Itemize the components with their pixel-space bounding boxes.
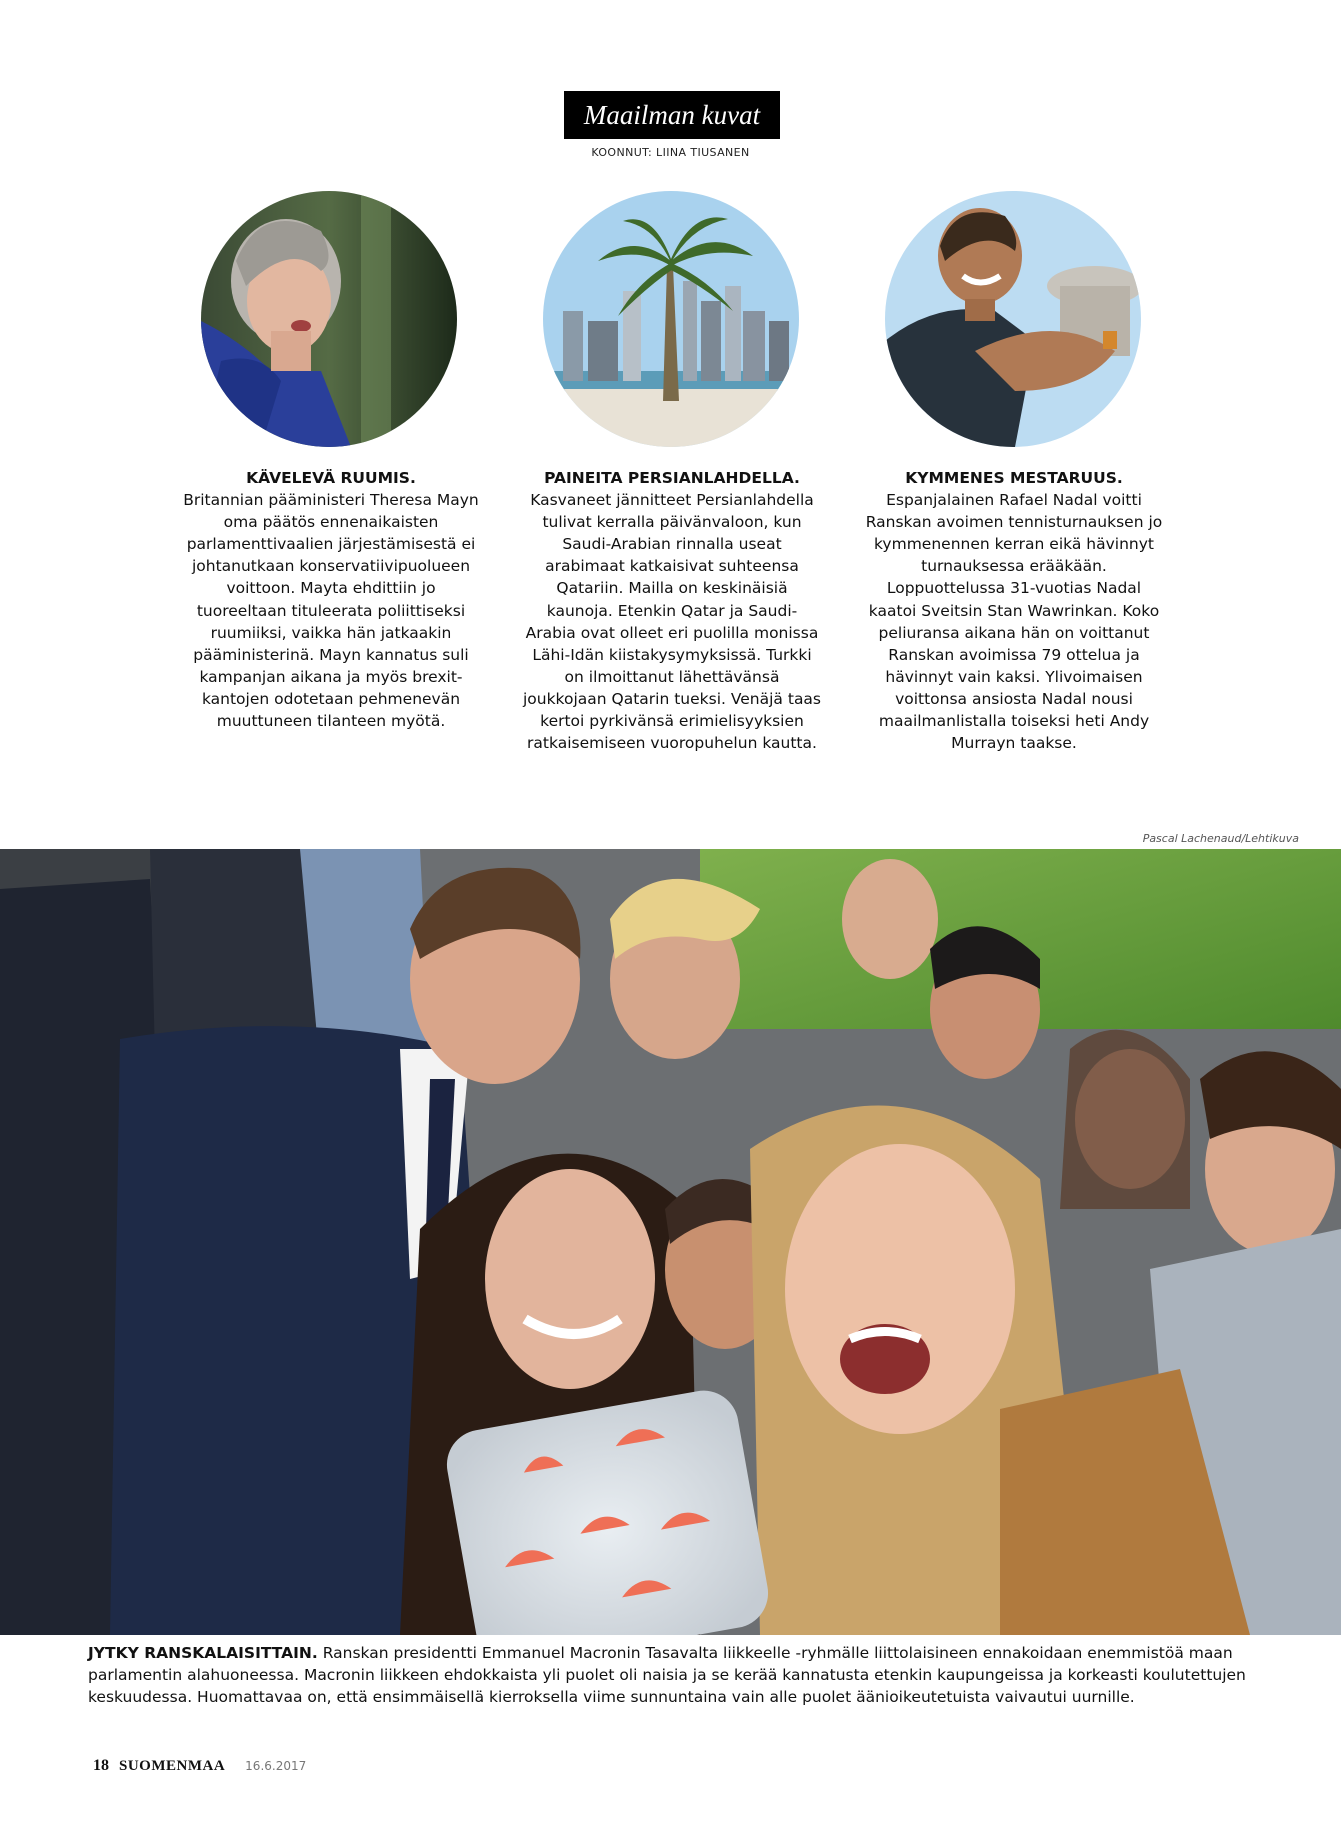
story-body: Britannian pääministeri Theresa Mayn oma päätös ennenaikaisten parlamenttivaalien järjestämisestä ei johtanutkaan konservatiivipuolueen voittoon. Mayta ehdittiin jo tuoreeltaan tituleerata poliittiseksi ruumiiksi, vaikka hän jatkaakin pääministerinä. Mayn kannatus suli kampanjan aikana ja myös brexit-kantojen odotetaan pehmenevän muuttuneen tilanteen myötä. <box>183 491 479 731</box>
photo-credit: Pascal Lachenaud/Lehtikuva <box>1142 832 1299 845</box>
story-headline: KÄVELEVÄ RUUMIS. <box>246 469 416 487</box>
story-body: Kasvaneet jännitteet Persianlahdella tulivat kerralla päivänvaloon, kun Saudi-Arabian rinnalla useat arabimaat katkaisivat suhteensa Qatariin. Mailla on keskinäisiä kaunoja. Etenkin Qatar ja Saudi-Arabia ovat olleet eri puolilla monissa Lähi-Idän kiistakysymyksissä. Turkki on ilmoittanut lähettävänsä joukkojaan Qatarin tueksi. Venäjä taas kertoi pyrkivänsä erimielisyyksien ratkaisemiseen vuoropuhelun kautta. <box>522 491 822 753</box>
story-headline: PAINEITA PERSIANLAHDELLA. <box>544 469 800 487</box>
photo-theresa-may <box>201 191 457 447</box>
story-body: Espanjalainen Rafael Nadal voitti Ranskan avoimen tennisturnauksen jo kymmenennen kerran eikä hävinnyt turnauksessa erääkään. Loppuottelussa 31-vuotias Nadal kaatoi Sveitsin Stan Wawrinkan. Koko peliuransa aikana hän on voittanut Ranskan avoimissa 79 ottelua ja hävinnyt vain kaksi. Ylivoimaisen voittonsa ansiosta Nadal nousi maailmanlistalla toiseksi heti Andy Murrayn taakse. <box>865 491 1163 753</box>
page-footer <box>93 1757 306 1775</box>
page-number: 18 <box>93 1757 109 1774</box>
compiler-credit: KOONNUT: LIINA TIUSANEN <box>591 146 750 159</box>
caption-text: Ranskan presidentti Emmanuel Macronin Tasavalta liikkeelle -ryhmälle liittolaisineen ennakoidaan enemmistöä maan parlamentin alahuoneessa. Macronin liikkeen ehdokkaista yli puolet oli naisia ja se kerää kannatusta etenkin kaupungeissa ja korkeasti koulutettujen keskuudessa. Huomattavaa on, että ensimmäisellä kierroksella viime sunnuntaina vain alle puolet äänioikeutetuista vaivautui uurnille. <box>88 1644 1246 1706</box>
story-headline: KYMMENES MESTARUUS. <box>905 469 1123 487</box>
photo-macron-selfie <box>0 849 1341 1635</box>
section-title: Maailman kuvat <box>564 91 780 139</box>
story-nadal <box>864 467 1164 754</box>
story-persian-gulf <box>522 467 822 754</box>
story-may <box>181 467 481 732</box>
issue-date: 16.6.2017 <box>245 1759 307 1773</box>
photo-rafael-nadal <box>885 191 1141 447</box>
caption-lead: JYTKY RANSKALAISITTAIN. <box>88 1644 318 1662</box>
main-caption <box>88 1643 1258 1708</box>
magazine-name: SUOMENMAA <box>119 1758 226 1774</box>
photo-doha-skyline <box>543 191 799 447</box>
